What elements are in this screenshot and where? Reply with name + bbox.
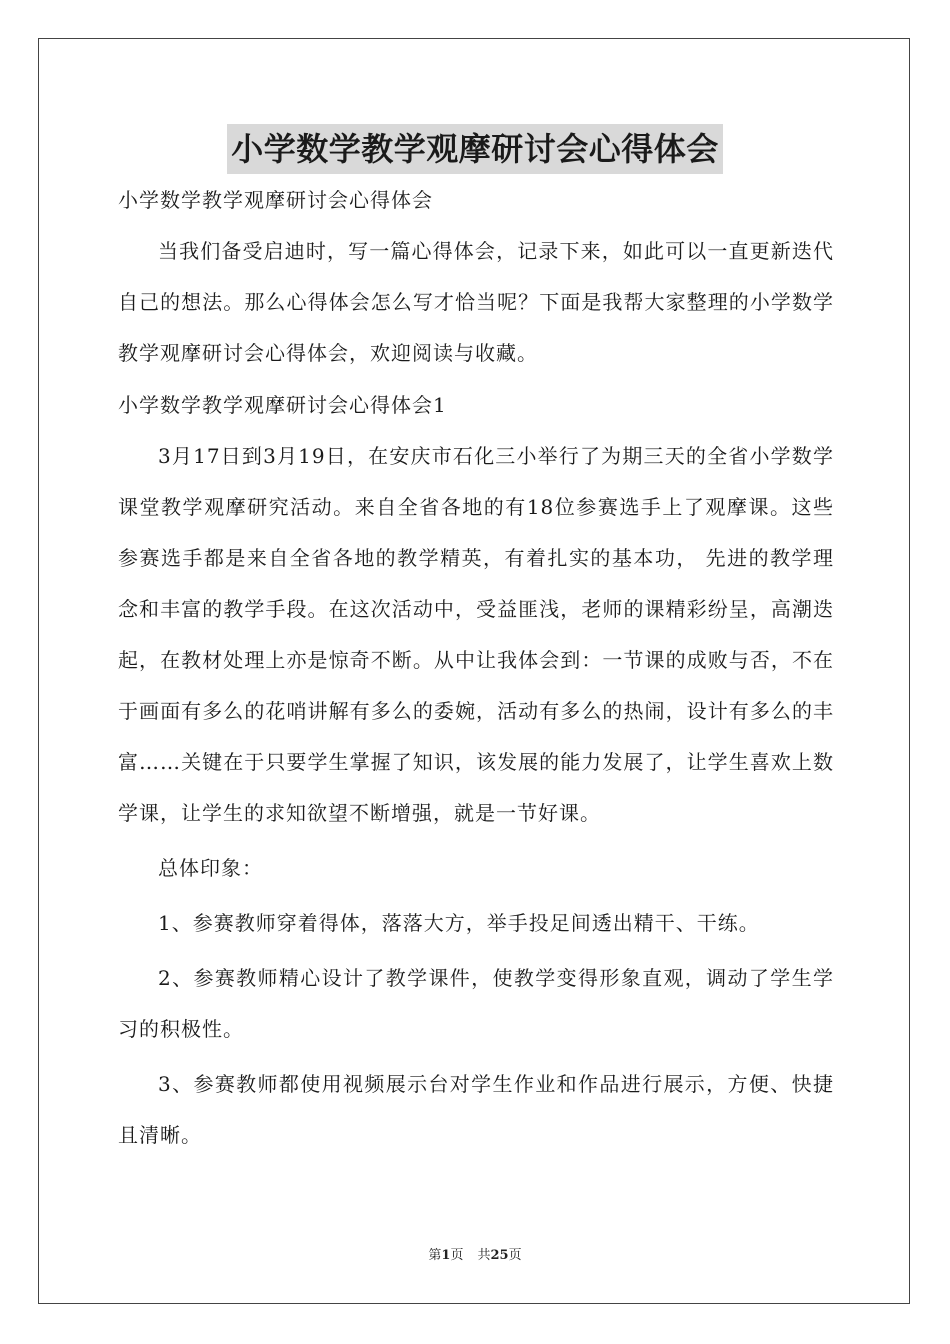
document-body bbox=[118, 178, 834, 1165]
document-subtitle: 小学数学教学观摩研讨会心得体会 bbox=[118, 188, 433, 212]
body-paragraph-point-1: 1、参赛教师穿着得体，落落大方，举手投足间透出精干、干练。 bbox=[158, 911, 760, 935]
page-suffix: 页 bbox=[450, 1248, 464, 1263]
document-title-container bbox=[0, 124, 950, 180]
total-prefix: 共 bbox=[477, 1248, 491, 1263]
page-footer bbox=[0, 1244, 950, 1263]
body-paragraph-point-2: 2、参赛教师精心设计了教学课件，使教学变得形象直观，调动了学生学习的积极性。 bbox=[118, 966, 834, 1041]
section-heading: 小学数学教学观摩研讨会心得体会1 bbox=[118, 393, 447, 417]
intro-paragraph: 当我们备受启迪时，写一篇心得体会，记录下来，如此可以一直更新迭代自己的想法。那么心得体会怎么写才恰当呢？下面是我帮大家整理的小学数学教学观摩研讨会心得体会，欢迎阅读与收藏。 bbox=[118, 239, 834, 365]
body-paragraph-main: 3月17日到3月19日，在安庆市石化三小举行了为期三天的全省小学数学课堂教学观摩研究活动。来自全省各地的有18位参赛选手上了观摩课。这些参赛选手都是来自全省各地的教学精英，有着扎实的基本功， 先进的教学理念和丰富的教学手段。在这次活动中，受益匪浅，老师的课精彩纷呈，高潮迭起，在教材处理上亦是惊奇不断。从中让我体会到：一节课的成败与否，不在于画面有多么的花哨讲解有多么的委婉，活动有多么的热闹，设计有多么的丰富……关键在于只要学生掌握了知识，该发展的能力发展了，让学生喜欢上数学课，让学生的求知欲望不断增强，就是一节好课。 bbox=[118, 444, 834, 825]
document-title: 小学数学教学观摩研讨会心得体会 bbox=[227, 124, 723, 174]
body-paragraph-point-3: 3、参赛教师都使用视频展示台对学生作业和作品进行展示，方便、快捷且清晰。 bbox=[118, 1072, 834, 1147]
total-suffix: 页 bbox=[508, 1248, 522, 1263]
body-paragraph-impression: 总体印象： bbox=[158, 856, 263, 880]
total-pages: 25 bbox=[490, 1248, 509, 1263]
page-number: 1 bbox=[441, 1248, 451, 1263]
page-prefix: 第 bbox=[428, 1248, 442, 1263]
